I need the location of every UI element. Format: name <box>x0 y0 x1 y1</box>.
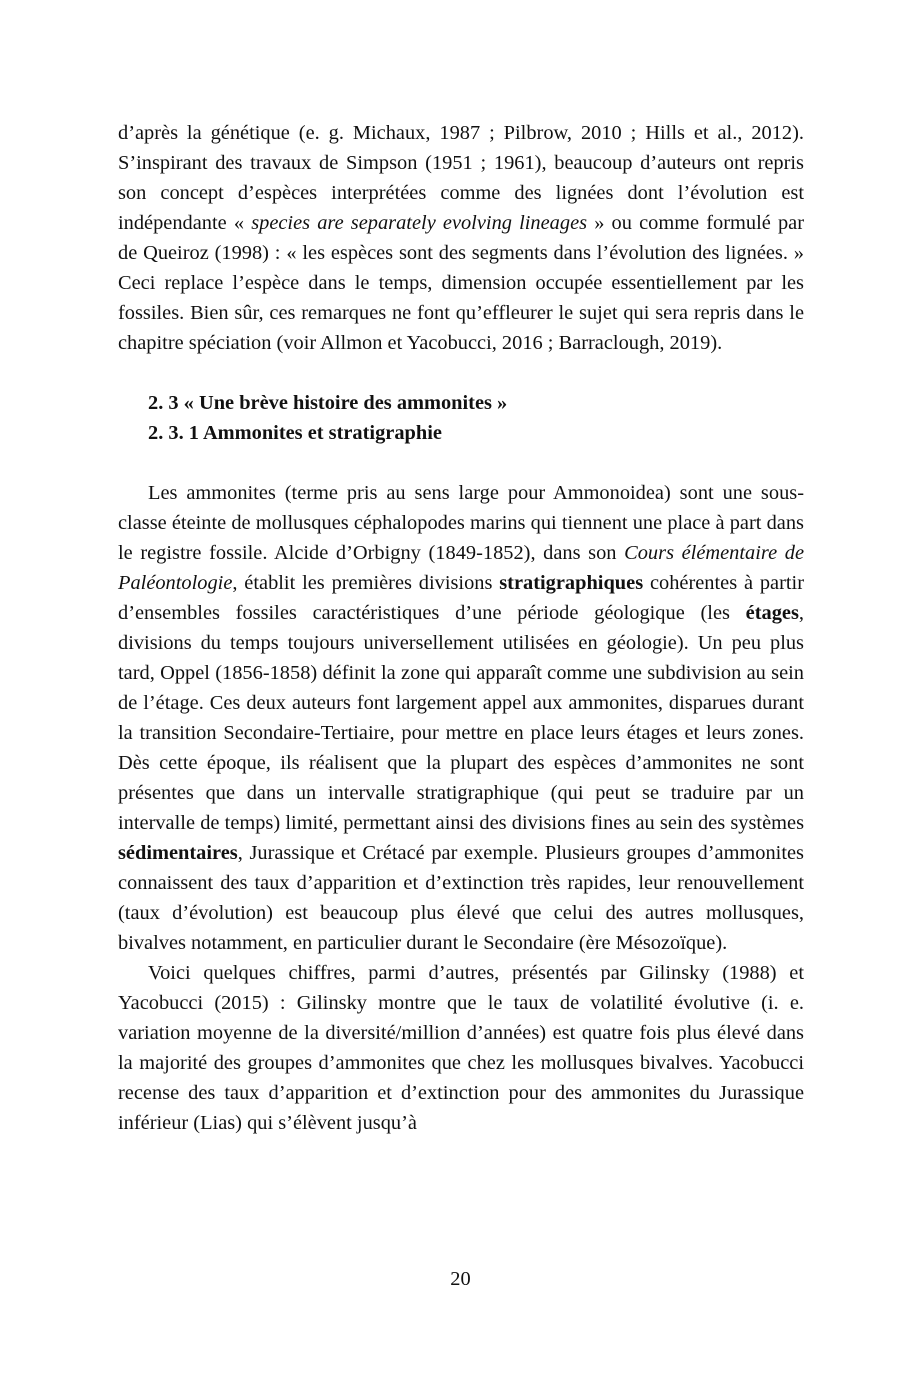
section-heading: 2. 3 « Une brève histoire des ammonites » <box>148 392 508 414</box>
subsection-heading: 2. 3. 1 Ammonites et stratigraphie <box>148 422 442 444</box>
paragraph-text: , établit les premières divisions <box>232 572 500 594</box>
paragraph-text: , divisions du temps toujours universellement utilisées en géologie). Un peu plus tard, Oppel (1856-1858) définit la zone qui apparaît comme une subdivision au sein de l’étage. Ces deux auteurs font largement appel aux ammonites, disparues durant la transition Secondaire-Tertiaire, pour mettre en place leurs étages et leurs zones. Dès cette époque, ils réalisent que la plupart des espèces d’ammonites ne sont présentes que dans un intervalle stratigraphique (qui peut se traduire par un intervalle de temps) limité, permettant ainsi des divisions fines au sein des systèmes <box>118 602 804 834</box>
section-headings <box>118 388 804 448</box>
paragraph-text: , Jurassique et Crétacé par exemple. Plusieurs groupes d’ammonites connaissent des taux d’apparition et d’extinction très rapides, leur renouvellement (taux d’évolution) est beaucoup plus élevé que celui des autres mollusques, bivalves notamment, en particulier durant le Secondaire (ère Mésozoïque). <box>118 842 804 954</box>
paragraph-figures: Voici quelques chiffres, parmi d’autres, présentés par Gilinsky (1988) et Yacobucci (2015) : Gilinsky montre que le taux de volatilité évolutive (i. e. variation moyenne de la diversité/million d’années) est quatre fois plus élevé dans la majorité des groupes d’ammonites que chez les mollusques bivalves. Yacobucci recense des taux d’apparition et d’extinction pour des ammonites du Jurassique inférieur (Lias) qui s’élèvent jusqu’à <box>118 962 804 1134</box>
page-body <box>118 118 804 1138</box>
italic-book-title: Cours élémentaire de Paléontologie <box>118 542 804 594</box>
paragraph-text: cohérentes à partir d’ensembles fossiles caractéristiques d’une période géologique (les <box>118 572 804 624</box>
paragraph-ammonites-stratigraphy <box>118 478 804 958</box>
paragraph-genetics-species <box>118 118 804 358</box>
bold-term-sedimentaires: sédimentaires <box>118 842 238 864</box>
paragraph-text: » ou comme formulé par de Queiroz (1998) : « les espèces sont des segments dans l’évolution des lignées. » Ceci replace l’espèce dans le temps, dimension occupée essentiellement par les fossiles. Bien sûr, ces remarques ne font qu’effleurer le sujet qui sera repris dans le chapitre spéciation (voir Allmon et Yacobucci, 2016 ; Barraclough, 2019). <box>118 212 804 354</box>
bold-term-etages: étages <box>745 602 799 624</box>
paragraph-text: Les ammonites (terme pris au sens large pour Ammonoidea) sont une sous-classe éteinte de mollusques céphalopodes marins qui tiennent une place à part dans le registre fossile. Alcide d’Orbigny (1849-1852), dans son <box>118 482 804 564</box>
bold-term-stratigraphiques: stratigraphiques <box>499 572 644 594</box>
page-number: 20 <box>450 1268 471 1290</box>
italic-quote: species are separately evolving lineages <box>251 212 588 234</box>
paragraph-text: d’après la génétique (e. g. Michaux, 1987 ; Pilbrow, 2010 ; Hills et al., 2012). S’inspirant des travaux de Simpson (1951 ; 1961), beaucoup d’auteurs ont repris son concept d’espèces interprétées comme des lignées dont l’évolution est indépendante « <box>118 122 804 234</box>
